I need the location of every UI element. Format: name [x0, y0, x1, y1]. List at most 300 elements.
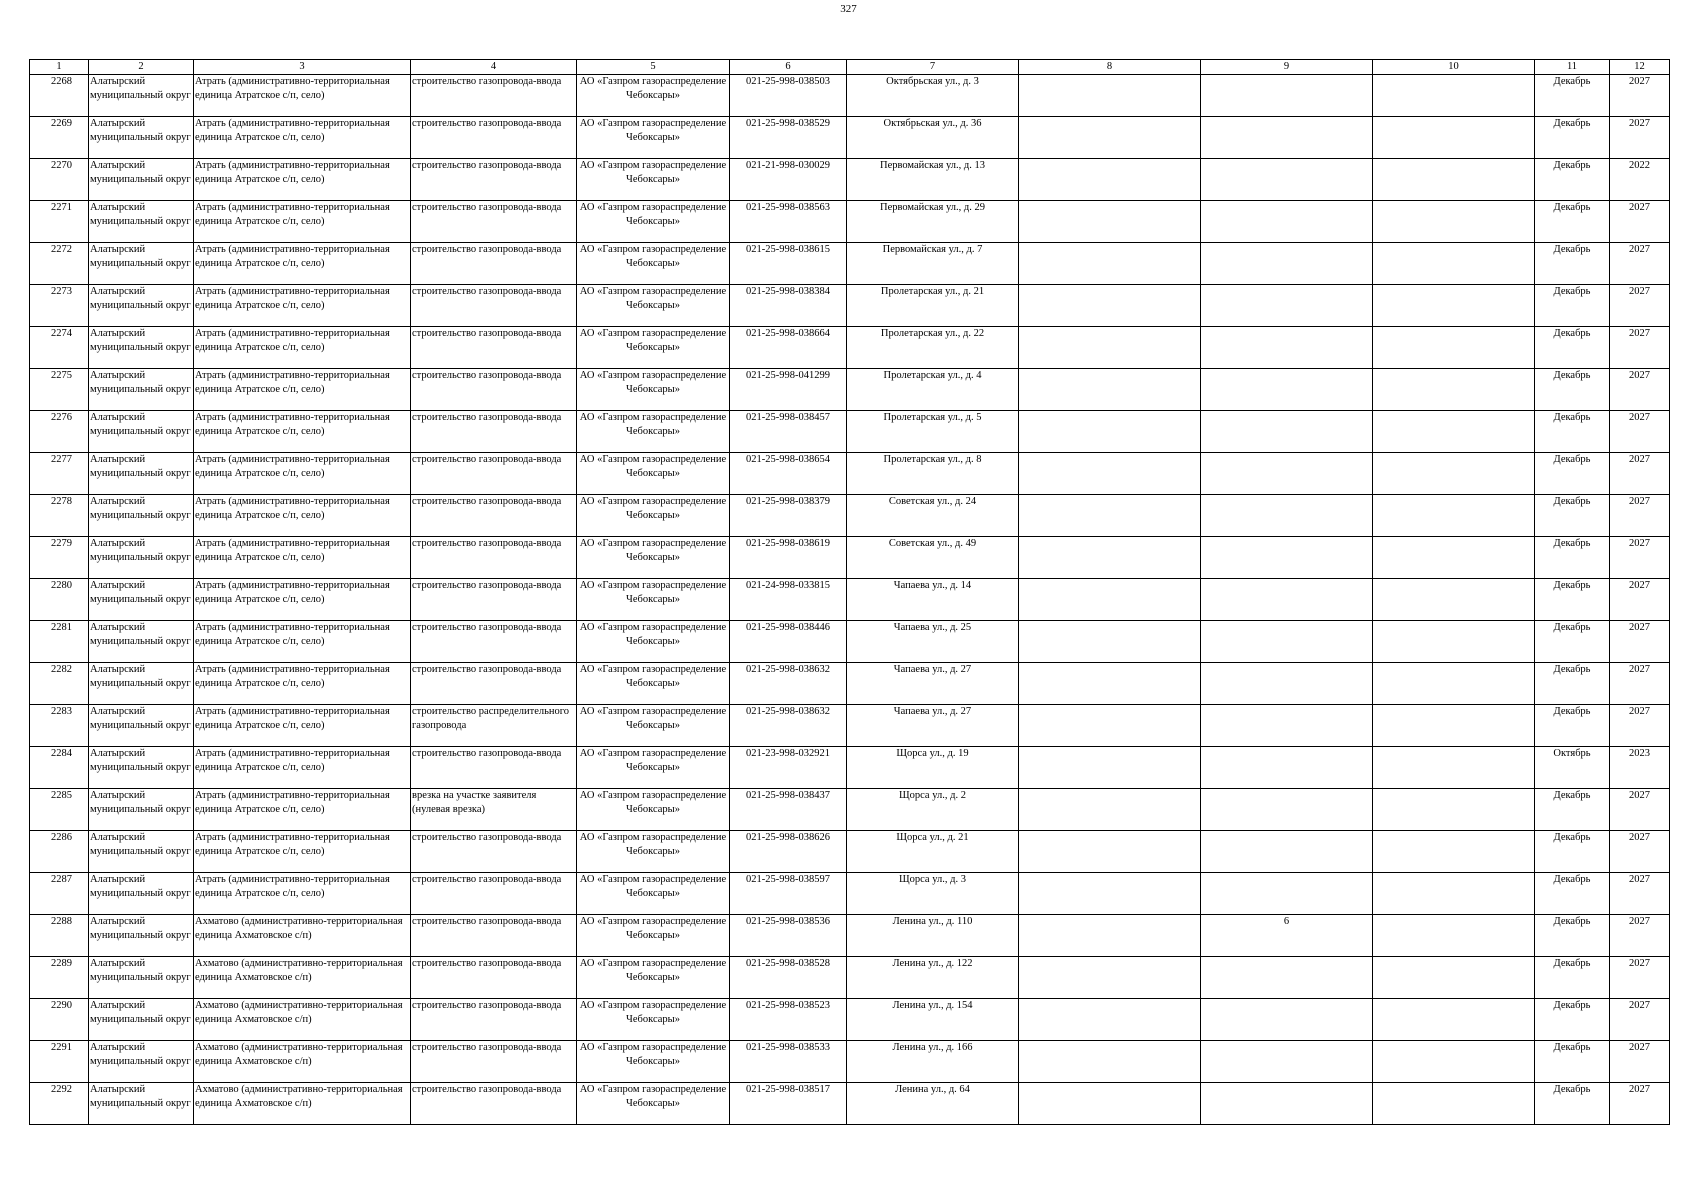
- row-number-cell-text: 2271: [51, 202, 72, 213]
- month-cell-text: Декабрь: [1553, 370, 1591, 381]
- year-cell: [1610, 537, 1670, 579]
- locality-cell: [194, 789, 411, 831]
- row-number-cell-text: 2275: [51, 370, 72, 381]
- address-cell: [847, 117, 1019, 159]
- district-cell-text: Алатырский муниципальный округ: [90, 874, 191, 899]
- month-cell-text: Декабрь: [1553, 244, 1591, 255]
- work-type-cell-text: строительство распределительного газопровода: [412, 706, 570, 731]
- row-number-cell: [30, 915, 89, 957]
- column-8-cell: [1019, 1083, 1201, 1125]
- year-cell: [1610, 201, 1670, 243]
- address-cell-text: Ленина ул., д. 64: [895, 1084, 970, 1095]
- address-cell: [847, 999, 1019, 1041]
- application-code-cell-text: 021-25-998-038632: [746, 706, 830, 717]
- year-cell-text: 2027: [1629, 370, 1650, 381]
- year-cell: [1610, 159, 1670, 201]
- address-cell: [847, 663, 1019, 705]
- address-cell: [847, 621, 1019, 663]
- row-number-cell-text: 2277: [51, 454, 72, 465]
- address-cell: [847, 327, 1019, 369]
- month-cell-text: Декабрь: [1553, 1042, 1591, 1053]
- column-8-cell: [1019, 327, 1201, 369]
- organization-cell-text: АО «Газпром газораспределение Чебоксары»: [579, 538, 727, 563]
- table-row: [30, 495, 1670, 537]
- locality-cell-text: Атрать (административно-территориальная единица Атратское с/п, село): [195, 874, 390, 899]
- organization-cell-text: АО «Газпром газораспределение Чебоксары»: [579, 454, 727, 479]
- work-type-cell: [411, 369, 577, 411]
- column-8-cell-text: [1020, 369, 1199, 410]
- column-8-cell-text: [1020, 663, 1199, 704]
- column-8-cell-text: [1020, 243, 1199, 284]
- organization-cell: [577, 873, 730, 915]
- district-cell-text: Алатырский муниципальный округ: [90, 580, 191, 605]
- column-10-cell-text: [1374, 747, 1533, 788]
- locality-cell-text: Атрать (административно-территориальная единица Атратское с/п, село): [195, 580, 390, 605]
- work-type-cell-text: строительство газопровода-ввода: [412, 622, 562, 633]
- page-number: 327: [840, 3, 857, 15]
- organization-cell-text: АО «Газпром газораспределение Чебоксары»: [579, 370, 727, 395]
- year-cell: [1610, 579, 1670, 621]
- address-cell-text: Советская ул., д. 24: [888, 496, 977, 507]
- column-8-cell: [1019, 789, 1201, 831]
- locality-cell-text: Ахматово (административно-территориальная единица Ахматовское с/п): [195, 958, 403, 983]
- locality-cell-text: Атрать (административно-территориальная единица Атратское с/п, село): [195, 790, 390, 815]
- month-cell: [1535, 915, 1610, 957]
- column-10-cell: [1373, 789, 1535, 831]
- column-9-cell: [1201, 285, 1373, 327]
- column-8-cell-text: [1020, 747, 1199, 788]
- district-cell: [89, 999, 194, 1041]
- application-code-cell-text: 021-25-998-038437: [746, 790, 830, 801]
- work-type-cell: [411, 117, 577, 159]
- year-cell-text: 2027: [1629, 790, 1650, 801]
- application-code-cell-text: 021-25-998-038528: [746, 958, 830, 969]
- district-cell: [89, 159, 194, 201]
- column-8-cell: [1019, 621, 1201, 663]
- application-code-cell: [730, 495, 847, 537]
- organization-cell: [577, 999, 730, 1041]
- year-cell: [1610, 327, 1670, 369]
- organization-cell: [577, 285, 730, 327]
- month-cell-text: Декабрь: [1553, 916, 1591, 927]
- month-cell-text: Декабрь: [1553, 874, 1591, 885]
- application-code-cell-text: 021-24-998-033815: [746, 580, 830, 591]
- district-cell: [89, 957, 194, 999]
- row-number-cell: [30, 453, 89, 495]
- column-8-cell-text: [1020, 831, 1199, 872]
- row-number-cell-text: 2278: [51, 496, 72, 507]
- row-number-cell: [30, 873, 89, 915]
- row-number-cell: [30, 789, 89, 831]
- column-10-cell-text: [1374, 285, 1533, 326]
- column-10-cell-text: [1374, 411, 1533, 452]
- row-number-cell: [30, 327, 89, 369]
- column-10-cell-text: [1374, 243, 1533, 284]
- column-8-cell: [1019, 285, 1201, 327]
- application-code-cell-text: 021-25-998-038563: [746, 202, 830, 213]
- row-number-cell-text: 2270: [51, 160, 72, 171]
- locality-cell-text: Атрать (административно-территориальная единица Атратское с/п, село): [195, 538, 390, 563]
- column-8-cell-text: [1020, 705, 1199, 746]
- table-row: [30, 789, 1670, 831]
- locality-cell: [194, 453, 411, 495]
- organization-cell-text: АО «Газпром газораспределение Чебоксары»: [579, 1084, 727, 1109]
- district-cell-text: Алатырский муниципальный округ: [90, 1084, 191, 1109]
- row-number-cell-text: 2287: [51, 874, 72, 885]
- district-cell-text: Алатырский муниципальный округ: [90, 958, 191, 983]
- year-cell-text: 2027: [1629, 202, 1650, 213]
- work-type-cell: [411, 159, 577, 201]
- column-8-cell: [1019, 705, 1201, 747]
- district-cell-text: Алатырский муниципальный округ: [90, 538, 191, 563]
- column-number-10: 10: [1373, 60, 1535, 75]
- year-cell: [1610, 243, 1670, 285]
- organization-cell-text: АО «Газпром газораспределение Чебоксары»: [579, 790, 727, 815]
- row-number-cell-text: 2291: [51, 1042, 72, 1053]
- column-9-cell-text: [1202, 75, 1371, 116]
- work-type-cell: [411, 285, 577, 327]
- district-cell-text: Алатырский муниципальный округ: [90, 328, 191, 353]
- address-cell: [847, 747, 1019, 789]
- column-9-cell: [1201, 915, 1373, 957]
- column-9-cell-text: [1202, 957, 1371, 998]
- year-cell-text: 2027: [1629, 244, 1650, 255]
- column-9-cell: [1201, 999, 1373, 1041]
- column-number-3: 3: [194, 60, 411, 75]
- year-cell: [1610, 1041, 1670, 1083]
- locality-cell: [194, 999, 411, 1041]
- column-10-cell-text: [1374, 999, 1533, 1040]
- organization-cell-text: АО «Газпром газораспределение Чебоксары»: [579, 496, 727, 521]
- locality-cell-text: Ахматово (административно-территориальная единица Ахматовское с/п): [195, 916, 403, 941]
- column-8-cell: [1019, 747, 1201, 789]
- row-number-cell-text: 2290: [51, 1000, 72, 1011]
- column-8-cell: [1019, 579, 1201, 621]
- year-cell-text: 2027: [1629, 832, 1650, 843]
- column-10-cell: [1373, 285, 1535, 327]
- column-9-cell: [1201, 1083, 1373, 1125]
- row-number-cell: [30, 579, 89, 621]
- year-cell-text: 2027: [1629, 118, 1650, 129]
- column-number-header: [30, 60, 1670, 75]
- row-number-cell-text: 2268: [51, 76, 72, 87]
- row-number-cell: [30, 999, 89, 1041]
- district-cell-text: Алатырский муниципальный округ: [90, 454, 191, 479]
- row-number-cell: [30, 411, 89, 453]
- locality-cell-text: Атрать (административно-территориальная единица Атратское с/п, село): [195, 328, 390, 353]
- address-cell: [847, 75, 1019, 117]
- year-cell-text: 2027: [1629, 958, 1650, 969]
- column-8-cell-text: [1020, 957, 1199, 998]
- column-9-cell: [1201, 747, 1373, 789]
- organization-cell: [577, 243, 730, 285]
- column-9-cell-text: [1202, 117, 1371, 158]
- address-cell-text: Пролетарская ул., д. 22: [880, 328, 985, 339]
- column-9-cell-text: [1202, 537, 1371, 578]
- column-9-cell: [1201, 243, 1373, 285]
- month-cell-text: Декабрь: [1553, 706, 1591, 717]
- year-cell-text: 2027: [1629, 664, 1650, 675]
- table-row: [30, 705, 1670, 747]
- row-number-cell: [30, 831, 89, 873]
- locality-cell-text: Атрать (административно-территориальная единица Атратское с/п, село): [195, 118, 390, 143]
- work-type-cell: [411, 831, 577, 873]
- address-cell-text: Ленина ул., д. 154: [892, 1000, 973, 1011]
- column-10-cell-text: [1374, 327, 1533, 368]
- address-cell: [847, 957, 1019, 999]
- locality-cell-text: Атрать (административно-территориальная единица Атратское с/п, село): [195, 370, 390, 395]
- month-cell: [1535, 747, 1610, 789]
- district-cell-text: Алатырский муниципальный округ: [90, 160, 191, 185]
- application-code-cell: [730, 747, 847, 789]
- column-8-cell-text: [1020, 285, 1199, 326]
- year-cell: [1610, 411, 1670, 453]
- month-cell: [1535, 285, 1610, 327]
- application-code-cell: [730, 117, 847, 159]
- column-9-cell-text: [1202, 621, 1371, 662]
- column-number-9: 9: [1201, 60, 1373, 75]
- district-cell-text: Алатырский муниципальный округ: [90, 1000, 191, 1025]
- organization-cell: [577, 327, 730, 369]
- column-8-cell: [1019, 663, 1201, 705]
- application-code-cell-text: 021-25-998-038523: [746, 1000, 830, 1011]
- row-number-cell-text: 2273: [51, 286, 72, 297]
- row-number-cell: [30, 957, 89, 999]
- year-cell: [1610, 663, 1670, 705]
- locality-cell-text: Атрать (административно-территориальная единица Атратское с/п, село): [195, 76, 390, 101]
- table-row: [30, 285, 1670, 327]
- organization-cell-text: АО «Газпром газораспределение Чебоксары»: [579, 1000, 727, 1025]
- organization-cell-text: АО «Газпром газораспределение Чебоксары»: [579, 706, 727, 731]
- column-10-cell: [1373, 747, 1535, 789]
- column-8-cell: [1019, 957, 1201, 999]
- address-cell-text: Ленина ул., д. 110: [892, 916, 973, 927]
- district-cell: [89, 117, 194, 159]
- work-type-cell-text: строительство газопровода-ввода: [412, 916, 562, 927]
- month-cell: [1535, 495, 1610, 537]
- address-cell-text: Ленина ул., д. 122: [892, 958, 973, 969]
- organization-cell: [577, 1041, 730, 1083]
- table-row: [30, 621, 1670, 663]
- locality-cell-text: Атрать (административно-территориальная единица Атратское с/п, село): [195, 748, 390, 773]
- column-10-cell-text: [1374, 831, 1533, 872]
- organization-cell: [577, 495, 730, 537]
- application-code-cell-text: 021-25-998-038503: [746, 76, 830, 87]
- district-cell: [89, 201, 194, 243]
- month-cell: [1535, 201, 1610, 243]
- column-8-cell: [1019, 369, 1201, 411]
- column-8-cell: [1019, 915, 1201, 957]
- year-cell: [1610, 705, 1670, 747]
- address-cell: [847, 1041, 1019, 1083]
- table-row: [30, 999, 1670, 1041]
- table-row: [30, 663, 1670, 705]
- column-8-cell: [1019, 117, 1201, 159]
- district-cell-text: Алатырский муниципальный округ: [90, 76, 191, 101]
- month-cell-text: Декабрь: [1553, 1084, 1591, 1095]
- address-cell-text: Ленина ул., д. 166: [892, 1042, 973, 1053]
- column-number-2: 2: [89, 60, 194, 75]
- column-8-cell-text: [1020, 999, 1199, 1040]
- column-9-cell: [1201, 873, 1373, 915]
- column-10-cell: [1373, 873, 1535, 915]
- work-type-cell-text: строительство газопровода-ввода: [412, 118, 562, 129]
- work-type-cell: [411, 495, 577, 537]
- row-number-cell-text: 2286: [51, 832, 72, 843]
- organization-cell-text: АО «Газпром газораспределение Чебоксары»: [579, 832, 727, 857]
- row-number-cell: [30, 369, 89, 411]
- district-cell-text: Алатырский муниципальный округ: [90, 370, 191, 395]
- row-number-cell-text: 2269: [51, 118, 72, 129]
- work-type-cell-text: строительство газопровода-ввода: [412, 244, 562, 255]
- column-8-cell: [1019, 453, 1201, 495]
- year-cell-text: 2027: [1629, 412, 1650, 423]
- district-cell: [89, 621, 194, 663]
- address-cell: [847, 411, 1019, 453]
- address-cell: [847, 159, 1019, 201]
- column-8-cell: [1019, 873, 1201, 915]
- district-cell: [89, 495, 194, 537]
- table-row: [30, 1083, 1670, 1125]
- year-cell: [1610, 831, 1670, 873]
- work-type-cell: [411, 789, 577, 831]
- work-type-cell-text: строительство газопровода-ввода: [412, 538, 562, 549]
- district-cell-text: Алатырский муниципальный округ: [90, 664, 191, 689]
- column-8-cell-text: [1020, 327, 1199, 368]
- locality-cell: [194, 75, 411, 117]
- application-code-cell: [730, 1041, 847, 1083]
- column-9-cell-text: [1202, 327, 1371, 368]
- table-row: [30, 159, 1670, 201]
- year-cell-text: 2027: [1629, 916, 1650, 927]
- month-cell-text: Декабрь: [1553, 958, 1591, 969]
- column-10-cell: [1373, 201, 1535, 243]
- locality-cell: [194, 579, 411, 621]
- district-cell: [89, 663, 194, 705]
- district-cell-text: Алатырский муниципальный округ: [90, 1042, 191, 1067]
- column-9-cell: [1201, 75, 1373, 117]
- address-cell-text: Пролетарская ул., д. 4: [883, 370, 982, 381]
- column-9-cell-text: [1202, 411, 1371, 452]
- district-cell-text: Алатырский муниципальный округ: [90, 244, 191, 269]
- month-cell: [1535, 75, 1610, 117]
- year-cell: [1610, 621, 1670, 663]
- column-8-cell-text: [1020, 1083, 1199, 1124]
- month-cell-text: Декабрь: [1553, 118, 1591, 129]
- month-cell: [1535, 831, 1610, 873]
- gasification-schedule-table: [29, 59, 1670, 1125]
- application-code-cell: [730, 999, 847, 1041]
- column-9-cell: [1201, 957, 1373, 999]
- organization-cell: [577, 159, 730, 201]
- column-8-cell: [1019, 411, 1201, 453]
- column-9-cell: [1201, 159, 1373, 201]
- application-code-cell: [730, 75, 847, 117]
- year-cell-text: 2022: [1629, 160, 1650, 171]
- column-8-cell: [1019, 243, 1201, 285]
- year-cell: [1610, 999, 1670, 1041]
- address-cell-text: Щорса ул., д. 3: [899, 874, 966, 885]
- column-8-cell-text: [1020, 621, 1199, 662]
- table-row: [30, 369, 1670, 411]
- address-cell: [847, 243, 1019, 285]
- locality-cell: [194, 495, 411, 537]
- column-10-cell-text: [1374, 873, 1533, 914]
- column-10-cell: [1373, 117, 1535, 159]
- work-type-cell: [411, 537, 577, 579]
- work-type-cell: [411, 411, 577, 453]
- organization-cell-text: АО «Газпром газораспределение Чебоксары»: [579, 916, 727, 941]
- column-9-cell-text: [1202, 873, 1371, 914]
- work-type-cell-text: строительство газопровода-ввода: [412, 1000, 562, 1011]
- column-number-11: 11: [1535, 60, 1610, 75]
- column-9-cell-text: [1202, 495, 1371, 536]
- work-type-cell: [411, 243, 577, 285]
- column-9-cell: [1201, 831, 1373, 873]
- row-number-cell: [30, 621, 89, 663]
- address-cell: [847, 453, 1019, 495]
- application-code-cell-text: 021-25-998-038626: [746, 832, 830, 843]
- year-cell-text: 2027: [1629, 622, 1650, 633]
- column-9-cell-text: [1202, 579, 1371, 620]
- month-cell-text: Декабрь: [1553, 1000, 1591, 1011]
- column-8-cell: [1019, 537, 1201, 579]
- column-10-cell-text: [1374, 159, 1533, 200]
- locality-cell: [194, 243, 411, 285]
- locality-cell-text: Ахматово (административно-территориальная единица Ахматовское с/п): [195, 1042, 403, 1067]
- locality-cell: [194, 411, 411, 453]
- table-row: [30, 327, 1670, 369]
- row-number-cell-text: 2276: [51, 412, 72, 423]
- organization-cell-text: АО «Газпром газораспределение Чебоксары»: [579, 664, 727, 689]
- locality-cell: [194, 159, 411, 201]
- address-cell: [847, 495, 1019, 537]
- table-row: [30, 201, 1670, 243]
- table-row: [30, 873, 1670, 915]
- locality-cell-text: Ахматово (административно-территориальная единица Ахматовское с/п): [195, 1084, 403, 1109]
- address-cell: [847, 789, 1019, 831]
- column-10-cell: [1373, 621, 1535, 663]
- column-9-cell-text: [1202, 747, 1371, 788]
- column-8-cell: [1019, 201, 1201, 243]
- application-code-cell: [730, 663, 847, 705]
- month-cell: [1535, 621, 1610, 663]
- month-cell: [1535, 579, 1610, 621]
- address-cell-text: Пролетарская ул., д. 8: [883, 454, 982, 465]
- column-10-cell-text: [1374, 453, 1533, 494]
- year-cell-text: 2027: [1629, 1000, 1650, 1011]
- row-number-cell: [30, 495, 89, 537]
- work-type-cell: [411, 705, 577, 747]
- column-8-cell-text: [1020, 75, 1199, 116]
- column-10-cell-text: [1374, 201, 1533, 242]
- column-9-cell: [1201, 537, 1373, 579]
- application-code-cell-text: 021-25-998-038615: [746, 244, 830, 255]
- column-8-cell-text: [1020, 495, 1199, 536]
- organization-cell-text: АО «Газпром газораспределение Чебоксары»: [579, 286, 727, 311]
- column-10-cell-text: [1374, 1041, 1533, 1082]
- district-cell: [89, 705, 194, 747]
- district-cell: [89, 243, 194, 285]
- locality-cell: [194, 117, 411, 159]
- column-9-cell-text: [1202, 1041, 1371, 1082]
- application-code-cell-text: 021-23-998-032921: [746, 748, 830, 759]
- organization-cell: [577, 831, 730, 873]
- table-row: [30, 453, 1670, 495]
- address-cell-text: Октябрьская ул., д. 36: [883, 118, 982, 129]
- year-cell: [1610, 1083, 1670, 1125]
- year-cell: [1610, 453, 1670, 495]
